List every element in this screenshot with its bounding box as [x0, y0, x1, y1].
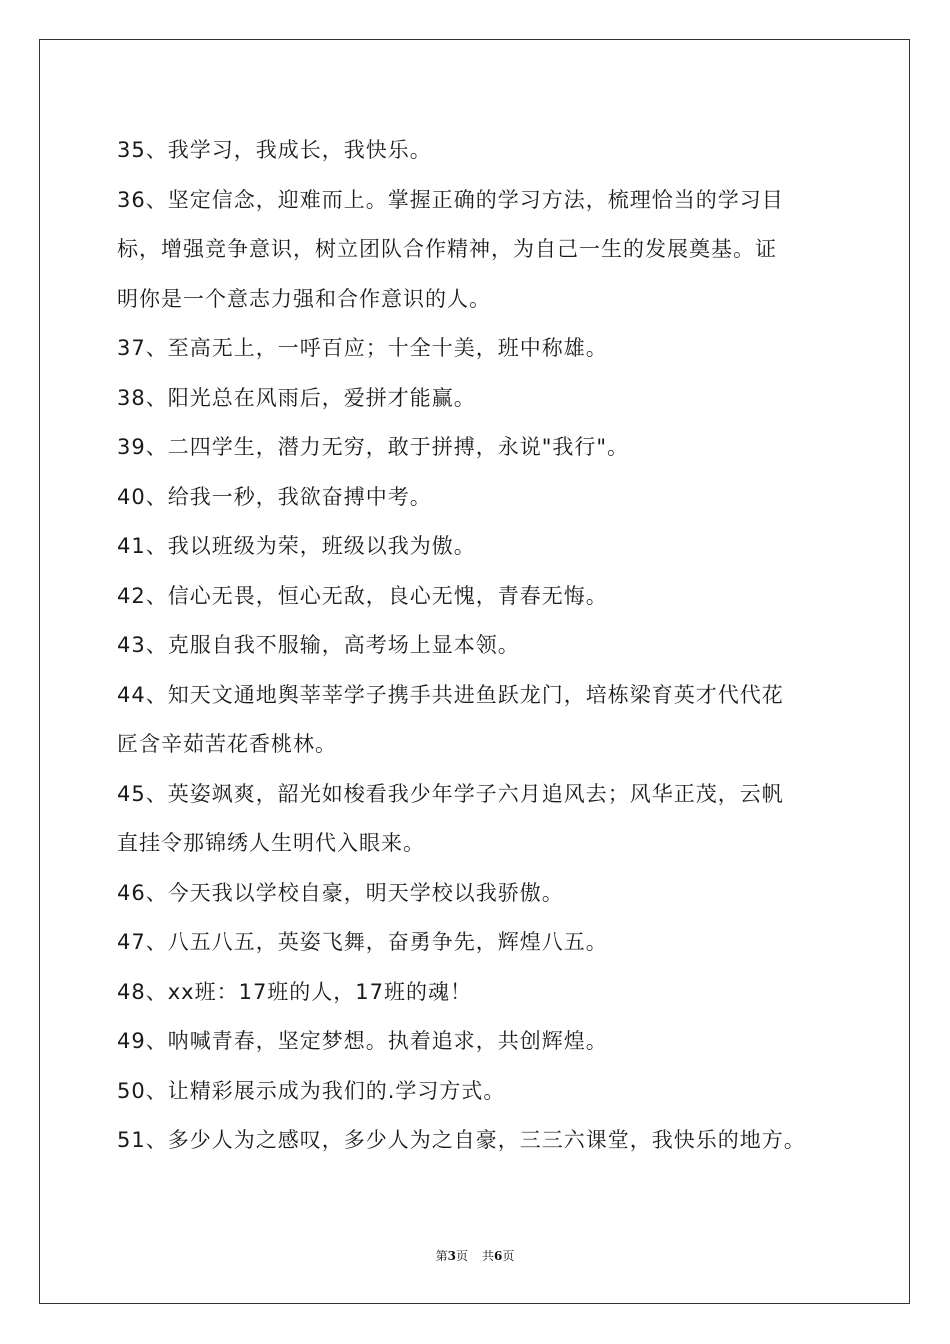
page-footer	[0, 1247, 950, 1264]
text-line: 50、让精彩展示成为我们的.学习方式。	[117, 1078, 506, 1103]
text-line: 36、坚定信念，迎难而上。掌握正确的学习方法，梳理恰当的学习目	[117, 187, 784, 212]
total-prefix: 共	[482, 1249, 495, 1263]
current-page-number: 3	[447, 1249, 456, 1263]
text-line: 直挂令那锦绣人生明代入眼来。	[117, 831, 425, 855]
text-line: 46、今天我以学校自豪，明天学校以我骄傲。	[117, 880, 564, 905]
total-suffix: 页	[502, 1249, 515, 1263]
text-line: 标，增强竞争意识，树立团队合作精神，为自己一生的发展奠基。证	[117, 237, 777, 261]
text-line: 35、我学习，我成长，我快乐。	[117, 138, 432, 162]
text-line: 37、至高无上，一呼百应；十全十美，班中称雄。	[117, 336, 608, 360]
text-line: 45、英姿飒爽，韶光如梭看我少年学子六月追风去；风华正茂，云帆	[117, 781, 784, 806]
text-line: 40、给我一秒，我欲奋搏中考。	[117, 484, 432, 509]
text-line: 48、xx班：17班的人，17班的魂！	[117, 979, 473, 1004]
text-line: 47、八五八五，英姿飞舞，奋勇争先，辉煌八五。	[117, 930, 608, 954]
text-line: 43、克服自我不服输，高考场上显本领。	[117, 633, 520, 657]
text-line: 42、信心无畏，恒心无敌，良心无愧，青春无悔。	[117, 583, 608, 608]
text-line: 44、知天文通地舆莘莘学子携手共进鱼跃龙门，培栋梁育英才代代花	[117, 682, 784, 707]
text-line: 41、我以班级为荣，班级以我为傲。	[117, 534, 476, 558]
text-line: 匠含辛茹苦花香桃林。	[117, 732, 337, 756]
text-line: 39、二四学生，潜力无穷，敢于拼搏，永说"我行"。	[117, 435, 630, 459]
document-body	[117, 130, 847, 1170]
text-line: 38、阳光总在风雨后，爱拼才能赢。	[117, 385, 476, 410]
text-line: 明你是一个意志力强和合作意识的人。	[117, 286, 491, 311]
page-prefix: 第	[435, 1249, 448, 1263]
page-suffix: 页	[455, 1249, 468, 1263]
total-pages-number: 6	[494, 1249, 503, 1263]
text-line: 49、呐喊青春，坚定梦想。执着追求，共创辉煌。	[117, 1029, 608, 1053]
text-line: 51、多少人为之感叹，多少人为之自豪，三三六课堂，我快乐的地方。	[117, 1128, 806, 1152]
